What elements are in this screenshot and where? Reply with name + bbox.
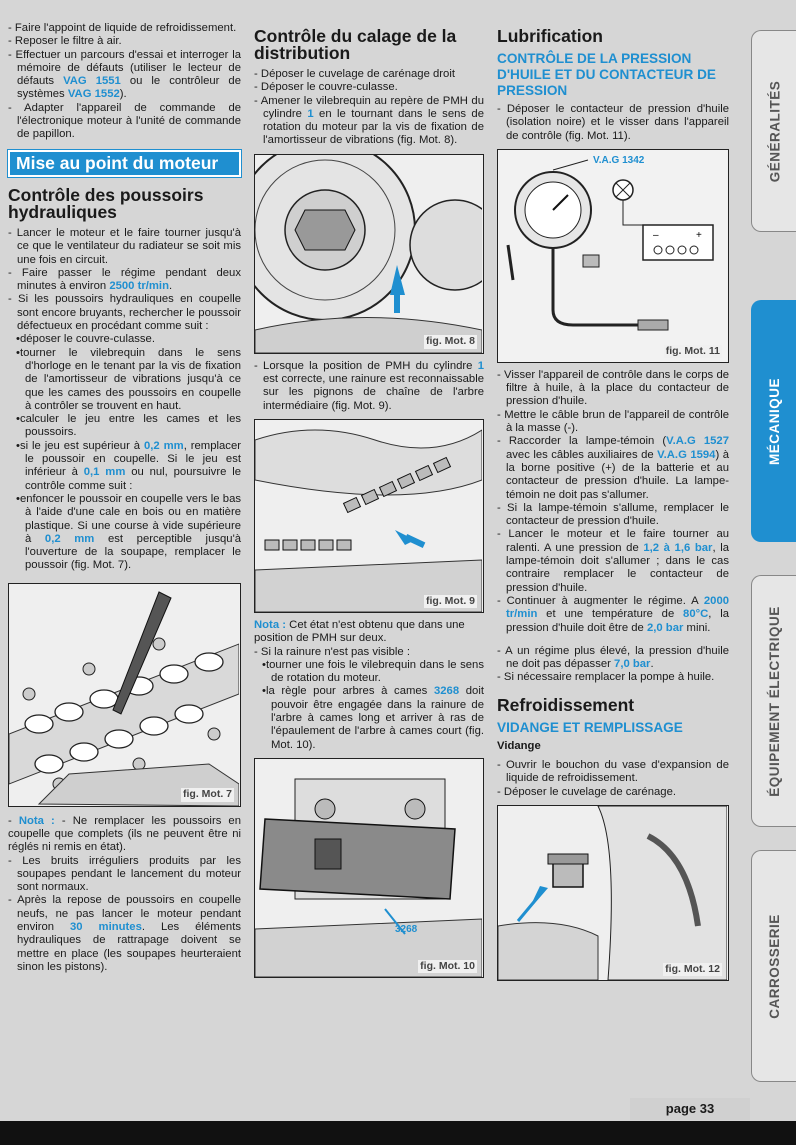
tool-label: 3268 (395, 923, 418, 935)
steps-list (8, 227, 241, 333)
list-item: • tourner une fois le vilebrequin dans le sens de rotation du moteur. (262, 659, 484, 686)
note-label: Nota : (254, 618, 287, 631)
text-segment: mini. (683, 621, 711, 634)
list-item: - Si nécessaire remplacer la pompe à huile. (497, 671, 729, 684)
tab-equipement-electrique[interactable] (751, 575, 796, 827)
list-item (497, 435, 729, 501)
timing-chain-illustration (255, 420, 482, 612)
figure-mot-11 (497, 149, 729, 363)
camshaft-ruler-illustration (255, 759, 482, 977)
bullet-list (262, 659, 484, 752)
text-segment: en le tournant dans le sens de rotation du moteur par la vis de fixation de l'amortisseur de vibrations (fig. Mot. 8). (263, 107, 484, 147)
tab-label: GÉNÉRALITÉS (767, 80, 783, 182)
text-segment: et une température de (537, 608, 684, 621)
section-tabs (751, 0, 796, 1145)
list-item (254, 95, 484, 148)
text-segment: ou le contrôleur de systèmes (17, 75, 241, 101)
section-subtitle-2: VIDANGE ET REMPLISSAGE (497, 719, 683, 735)
note-label: Nota : (18, 814, 55, 827)
section-title: Lubrification (497, 26, 603, 46)
list-item: • déposer le couvre-culasse. (16, 333, 241, 346)
text-segment: est correcte, une rainure est reconnaissable sur les pignons de chaîne de l'arbre intermédiaire (fig. Mot. 9). (263, 373, 484, 412)
tool-label: V.A.G 1342 (593, 154, 645, 166)
figure-caption: fig. Mot. 8 (426, 335, 475, 348)
section-banner: Mise au point du moteur (8, 150, 241, 177)
highlight-value: VAG 1552 (67, 88, 120, 101)
section-subtitle: CONTRÔLE DE LA PRESSION D'HUILE ET DU CONTACTEUR DE PRESSION (497, 51, 716, 98)
highlight-value: VAG 1551 (63, 75, 121, 88)
highlight-value: V.A.G 1527 (666, 435, 729, 448)
list-item: - Mettre le câble brun de l'appareil de contrôle à la masse (-). (497, 409, 729, 436)
list-item: - Déposer le couvre-culasse. (254, 81, 484, 94)
text-segment: enfoncer le poussoir en coupelle vers le bas à l'aide d'une cale en bois ou en matière plastique. Si une course à vide supérieure à (19, 492, 241, 545)
text-segment: , remplacer le poussoir en coupelle. Si le jeu est inférieur à (25, 439, 241, 479)
text-segment: ) à la borne positive (+) de la batterie et au contacteur de pression d'huile. La lampe-témoin ne doit pas s'allumer. (506, 448, 729, 501)
text-segment: Continuer à augmenter le régime. A (506, 594, 704, 607)
highlight-value: 0,2 mm (44, 532, 95, 545)
highlight-value: 0,1 mm (83, 466, 126, 479)
text-segment: avec les câbles auxiliaires de (506, 448, 658, 461)
figure-mot-7 (8, 583, 241, 807)
section-title-2: Refroidissement (497, 694, 635, 715)
tab-carrosserie[interactable] (751, 850, 796, 1082)
text-segment: Lancer le moteur et le faire tourner au ralenti. A une pression de (506, 528, 730, 554)
list-item (8, 894, 241, 974)
note (254, 619, 484, 646)
text-segment: la règle pour arbres à cames (265, 685, 434, 698)
expansion-tank-illustration (498, 806, 727, 980)
camshaft-illustration (9, 584, 239, 806)
list-item: - Si la lampe-témoin s'allume, remplacer le contacteur de pression d'huile. (497, 502, 729, 529)
list-item: - Visser l'appareil de contrôle dans le corps de filtre à huile, à la place du contacteur de pression d'huile. (497, 369, 729, 409)
highlight-value: 1 (307, 107, 314, 120)
list-item: - Si les poussoirs hydrauliques en coupelle sont encore bruyants, rechercher le poussoir défectueux en procédant comme suit : (8, 293, 241, 333)
figure-caption: fig. Mot. 11 (665, 344, 720, 357)
list-item: - Ouvrir le bouchon du vase d'expansion de liquide de refroidissement. (497, 759, 729, 786)
text-segment: est perceptible jusqu'à l'ouverture de la soupape, remplacer le poussoir (fig. Mot. 7). (25, 532, 242, 572)
highlight-value: 2000 tr/min (506, 594, 730, 621)
list-item: - Déposer le cuvelage de carénage droit (254, 68, 484, 81)
steps-list-c (254, 646, 484, 659)
list-item: - Lancer le moteur et le faire tourner jusqu'à ce que le ventilateur du radiateur se soit mis une fois en circuit. (8, 227, 241, 267)
list-item (497, 645, 729, 672)
steps-list-b (8, 855, 241, 975)
figure-mot-8 (254, 154, 484, 354)
text-segment: , la lampe-témoin doit s'allumer ; dans le cas contraire remplacer le contacteur de pression d'huile. (506, 541, 729, 594)
figure-mot-12 (497, 805, 729, 981)
figure-caption: fig. Mot. 9 (426, 594, 475, 607)
text-segment: doit pouvoir être engagée dans la rainure de l'arbre à cames long et arriver à ras de l'épaulement de l'arbre à cames court (fig. Mot. 10). (271, 685, 484, 751)
text-segment: Amener le vilebrequin au repère de PMH du cylindre (260, 94, 484, 120)
bullet-list (16, 333, 241, 572)
highlight-value: 2,0 bar (646, 621, 684, 634)
steps-list (497, 103, 729, 143)
text-segment: ou nul, poursuivre le contrôle comme suit : (25, 466, 241, 492)
tab-label: CARROSSERIE (767, 913, 783, 1019)
list-item (8, 49, 241, 102)
crankshaft-pulley-illustration (255, 155, 482, 353)
footer-bar (0, 1121, 796, 1145)
note: - Nota : - Ne remplacer les poussoirs en coupelle que complets (ils ne peuvent être ni réglés ni remis en état). (8, 815, 241, 855)
list-item (8, 267, 241, 294)
section-title: Contrôle du calage de la distribution (254, 26, 457, 63)
steps-list-b (254, 360, 484, 413)
list-item (16, 440, 241, 493)
column-3 (497, 22, 729, 987)
section-title: Contrôle des poussoirs hydrauliques (8, 184, 204, 222)
column-1 (8, 22, 241, 974)
page-number: page 33 (630, 1098, 750, 1120)
note-text: Ne remplacer les poussoirs en coupelle que complets (ils ne peuvent être ni réglés ni remis en état). (8, 814, 241, 854)
text-segment: Faire passer le régime pendant deux minutes à environ (17, 266, 241, 293)
list-item: - Déposer le contacteur de pression d'huile (isolation noire) et le visser dans l'appareil de contrôle (fig. Mot. 11). (497, 103, 729, 143)
text-segment: Lorsque la position de PMH du cylindre (263, 359, 478, 372)
text-segment: Raccorder la lampe-témoin ( (508, 435, 667, 448)
tab-generalites[interactable] (751, 30, 796, 232)
highlight-value: 1 (477, 359, 485, 372)
svg-text:+: + (696, 229, 702, 241)
list-item: • tourner le vilebrequin dans le sens d'horloge en le tenant par la vis de fixation de l'amortisseur de vibrations jusqu'à ce que les cames des poussoirs en coupelle à contrôler se trouvent en haut. (16, 347, 241, 413)
pressure-gauge-diagram (498, 150, 727, 362)
steps-list (254, 68, 484, 148)
intro-list (8, 22, 241, 142)
list-item (16, 493, 241, 573)
highlight-value: 30 minutes (70, 921, 142, 934)
text-segment: Effectuer un parcours d'essai et interroger la mémoire de défauts (utiliser le lecteur de défauts (15, 48, 241, 88)
tab-label: MÉCANIQUE (767, 377, 783, 465)
text-segment: , la pression d'huile doit être de (506, 608, 729, 634)
list-item (497, 595, 729, 635)
steps-list-b (497, 369, 729, 635)
subhead: Vidange (497, 739, 541, 752)
list-item: • calculer le jeu entre les cames et les poussoirs. (16, 413, 241, 440)
column-2 (254, 22, 484, 984)
list-item: - Adapter l'appareil de commande de l'électronique moteur à l'unité de commande de papillon. (8, 102, 241, 142)
text-segment: A un régime plus élevé, la pression d'huile ne doit pas dépasser (505, 644, 729, 671)
text-segment: ). (119, 88, 127, 101)
list-item: - Faire l'appoint de liquide de refroidissement. (8, 22, 241, 35)
list-item (262, 685, 484, 751)
note-text: Cet état n'est obtenu que dans une position de PMH sur deux. (254, 618, 465, 645)
steps-list-c (497, 645, 729, 685)
text-segment: . (168, 280, 173, 293)
highlight-value: 3268 (433, 685, 460, 698)
highlight-value: V.A.G 1594 (657, 448, 716, 461)
tab-label: ÉQUIPEMENT ÉLECTRIQUE (767, 605, 783, 797)
steps-list-d (497, 759, 729, 799)
figure-caption: fig. Mot. 10 (420, 959, 475, 972)
list-item (497, 528, 729, 594)
text-segment: Après la repose de poussoirs en coupelle neufs, ne pas lancer le moteur pendant environ (17, 894, 241, 934)
figure-caption: fig. Mot. 7 (183, 788, 232, 801)
list-item: - Les bruits irréguliers produits par les soupapes pendant le lancement du moteur sont normaux. (8, 855, 241, 895)
list-item: - Déposer le cuvelage de carénage. (497, 786, 729, 799)
highlight-value: 2500 tr/min (109, 280, 169, 293)
highlight-value: 0,2 mm (143, 439, 184, 452)
highlight-value: 7,0 bar (614, 658, 651, 671)
list-item: - Si la rainure n'est pas visible : (254, 646, 484, 659)
figure-mot-9 (254, 419, 484, 613)
svg-text:–: – (653, 229, 659, 241)
text-segment: si le jeu est supérieur à (19, 439, 144, 452)
figure-mot-10 (254, 758, 484, 978)
list-item (254, 360, 484, 413)
text-segment: . (650, 658, 654, 671)
text-segment: . Les éléments hydrauliques de rattrapage doivent se mettre en place (les soupapes heurteraient sinon les pistons). (17, 921, 241, 973)
highlight-value: 80°C (683, 608, 709, 621)
list-item: - Reposer le filtre à air. (8, 35, 241, 48)
figure-caption: fig. Mot. 12 (665, 962, 720, 975)
highlight-value: 1,2 à 1,6 bar (643, 541, 713, 554)
tab-mecanique[interactable] (751, 300, 796, 542)
